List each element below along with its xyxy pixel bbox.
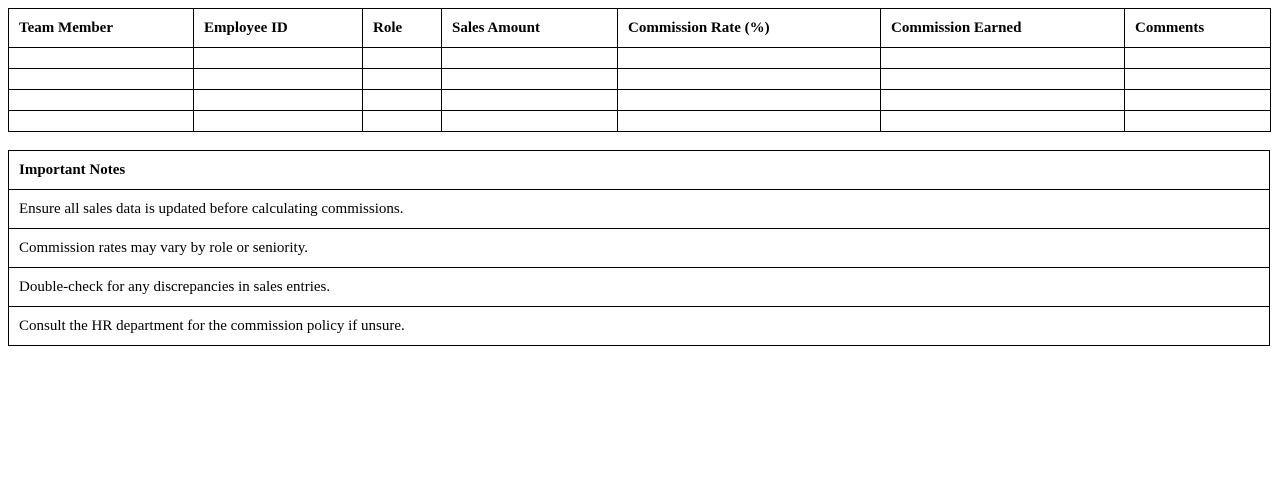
table-cell[interactable]: [442, 111, 618, 132]
header-comments: Comments: [1125, 9, 1271, 48]
table-header-row: [9, 9, 1271, 48]
table-row: [9, 111, 1271, 132]
table-cell[interactable]: [9, 69, 194, 90]
table-cell[interactable]: [618, 48, 881, 69]
table-cell[interactable]: [9, 111, 194, 132]
header-role: Role: [363, 9, 442, 48]
table-cell[interactable]: [442, 69, 618, 90]
notes-row: [9, 229, 1270, 268]
table-cell[interactable]: [1125, 48, 1271, 69]
header-team-member: Team Member: [9, 9, 194, 48]
header-sales-amount: Sales Amount: [442, 9, 618, 48]
table-cell[interactable]: [1125, 90, 1271, 111]
note-item: Commission rates may vary by role or seniority.: [9, 229, 1270, 268]
header-employee-id: Employee ID: [194, 9, 363, 48]
table-row: [9, 48, 1271, 69]
important-notes-table: [8, 150, 1270, 346]
table-cell[interactable]: [363, 48, 442, 69]
header-commission-rate: Commission Rate (%): [618, 9, 881, 48]
table-cell[interactable]: [881, 111, 1125, 132]
table-cell[interactable]: [194, 48, 363, 69]
notes-header-row: [9, 151, 1270, 190]
table-cell[interactable]: [618, 111, 881, 132]
table-cell[interactable]: [1125, 69, 1271, 90]
table-row: [9, 90, 1271, 111]
table-cell[interactable]: [618, 69, 881, 90]
commission-table: [8, 8, 1271, 132]
table-cell[interactable]: [363, 69, 442, 90]
table-cell[interactable]: [618, 90, 881, 111]
table-cell[interactable]: [9, 90, 194, 111]
table-cell[interactable]: [194, 90, 363, 111]
table-cell[interactable]: [194, 69, 363, 90]
header-commission-earned: Commission Earned: [881, 9, 1125, 48]
table-cell[interactable]: [881, 90, 1125, 111]
table-cell[interactable]: [881, 69, 1125, 90]
table-cell[interactable]: [442, 90, 618, 111]
notes-heading: Important Notes: [9, 151, 1270, 190]
notes-row: [9, 190, 1270, 229]
table-row: [9, 69, 1271, 90]
note-item: Consult the HR department for the commission policy if unsure.: [9, 307, 1270, 346]
note-item: Ensure all sales data is updated before calculating commissions.: [9, 190, 1270, 229]
table-cell[interactable]: [9, 48, 194, 69]
table-cell[interactable]: [363, 90, 442, 111]
table-cell[interactable]: [881, 48, 1125, 69]
table-cell[interactable]: [194, 111, 363, 132]
table-cell[interactable]: [442, 48, 618, 69]
note-item: Double-check for any discrepancies in sales entries.: [9, 268, 1270, 307]
notes-row: [9, 307, 1270, 346]
table-cell[interactable]: [363, 111, 442, 132]
notes-row: [9, 268, 1270, 307]
table-cell[interactable]: [1125, 111, 1271, 132]
